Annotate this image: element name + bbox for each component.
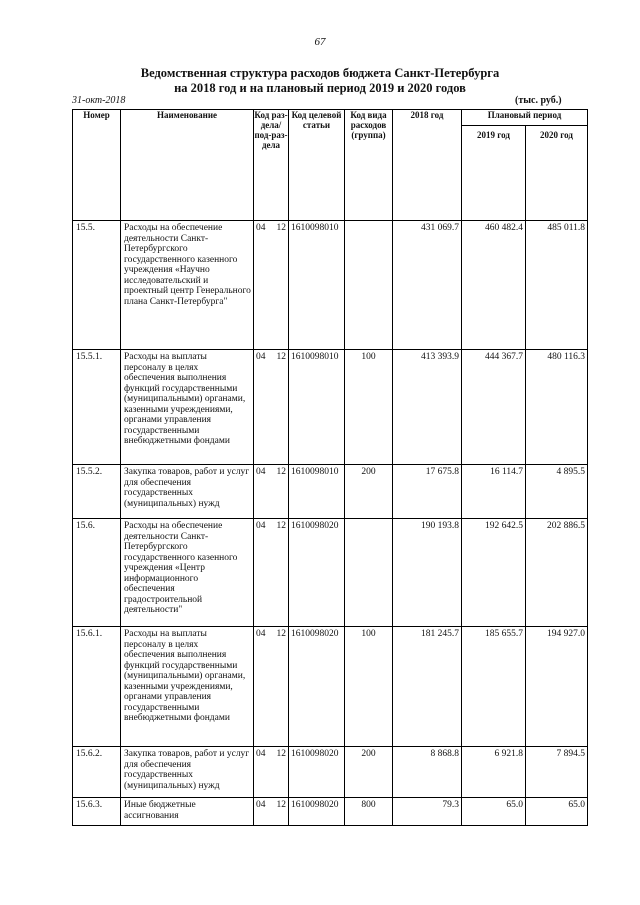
row-section <box>254 627 289 747</box>
row-expense-type: 200 <box>345 747 393 798</box>
header-article: Код целевой статьи <box>289 110 345 221</box>
table-row <box>73 627 588 747</box>
row-name: Расходы на обеспечение деятельности Санкт-Петербургского государственного казенного учреждения «Научно исследовательский и проектный центр Генерального плана Санкт-Петербурга" <box>121 221 254 350</box>
row-subsection-code: 12 <box>276 749 286 759</box>
row-section <box>254 519 289 627</box>
row-article: 1610098020 <box>289 747 345 798</box>
row-amount-2018: 17 675.8 <box>393 465 462 519</box>
row-amount-2020: 4 895.5 <box>526 465 588 519</box>
header-name: Наименование <box>121 110 254 221</box>
header-2018: 2018 год <box>393 110 462 221</box>
row-section <box>254 465 289 519</box>
row-section-code: 04 <box>256 629 266 639</box>
row-amount-2019: 444 367.7 <box>462 350 526 465</box>
units-label: (тыс. руб.) <box>515 95 562 106</box>
row-number: 15.6.2. <box>73 747 121 798</box>
row-article: 1610098020 <box>289 519 345 627</box>
row-name: Расходы на выплаты персоналу в целях обеспечения выполнения функций государственными (муниципальными) органами, казенными учреждениями, органами управления государственными внебюджетными фондами <box>121 350 254 465</box>
row-amount-2020: 7 894.5 <box>526 747 588 798</box>
budget-table <box>72 109 588 826</box>
header-section: Код раз-дела/ под-раз-дела <box>254 110 289 221</box>
table-row <box>73 221 588 350</box>
row-amount-2020: 485 011.8 <box>526 221 588 350</box>
row-article: 1610098010 <box>289 465 345 519</box>
row-amount-2020: 480 116.3 <box>526 350 588 465</box>
row-name: Иные бюджетные ассигнования <box>121 798 254 826</box>
document-title <box>0 66 640 96</box>
row-section-code: 04 <box>256 521 266 531</box>
page-number: 67 <box>314 36 326 48</box>
row-amount-2020: 202 886.5 <box>526 519 588 627</box>
row-article: 1610098010 <box>289 221 345 350</box>
row-subsection-code: 12 <box>276 629 286 639</box>
header-number: Номер <box>73 110 121 221</box>
row-amount-2020: 194 927.0 <box>526 627 588 747</box>
row-section <box>254 221 289 350</box>
row-section-code: 04 <box>256 223 266 233</box>
row-number: 15.5.1. <box>73 350 121 465</box>
row-name: Расходы на обеспечение деятельности Санкт-Петербургского государственного казенного учреждения «Центр информационного обеспечения градостроительной деятельности" <box>121 519 254 627</box>
row-expense-type: 100 <box>345 350 393 465</box>
row-section <box>254 350 289 465</box>
row-amount-2019: 185 655.7 <box>462 627 526 747</box>
table-body <box>73 221 588 826</box>
row-section <box>254 747 289 798</box>
row-name: Расходы на выплаты персоналу в целях обеспечения выполнения функций государственными (муниципальными) органами, казенными учреждениями, органами управления государственными внебюджетными фондами <box>121 627 254 747</box>
row-amount-2019: 6 921.8 <box>462 747 526 798</box>
row-amount-2019: 16 114.7 <box>462 465 526 519</box>
row-number: 15.5. <box>73 221 121 350</box>
table-row <box>73 350 588 465</box>
row-section <box>254 798 289 826</box>
row-expense-type: 800 <box>345 798 393 826</box>
row-expense-type: 200 <box>345 465 393 519</box>
title-line-2: на 2018 год и на плановый период 2019 и 2020 годов <box>174 81 466 95</box>
table-row <box>73 465 588 519</box>
row-number: 15.6. <box>73 519 121 627</box>
header-2020: 2020 год <box>526 126 588 221</box>
table-row <box>73 747 588 798</box>
row-article: 1610098010 <box>289 350 345 465</box>
row-amount-2018: 413 393.9 <box>393 350 462 465</box>
row-subsection-code: 12 <box>276 467 286 477</box>
row-amount-2019: 460 482.4 <box>462 221 526 350</box>
row-article: 1610098020 <box>289 798 345 826</box>
row-number: 15.6.3. <box>73 798 121 826</box>
row-subsection-code: 12 <box>276 521 286 531</box>
row-amount-2018: 431 069.7 <box>393 221 462 350</box>
row-expense-type <box>345 519 393 627</box>
row-expense-type: 100 <box>345 627 393 747</box>
row-amount-2018: 8 868.8 <box>393 747 462 798</box>
table-header <box>73 110 588 221</box>
row-amount-2019: 192 642.5 <box>462 519 526 627</box>
row-amount-2018: 181 245.7 <box>393 627 462 747</box>
row-section-code: 04 <box>256 352 266 362</box>
row-section-code: 04 <box>256 800 266 810</box>
document-date: 31-окт-2018 <box>72 95 126 106</box>
row-article: 1610098020 <box>289 627 345 747</box>
header-expense-type: Код вида расходов (группа) <box>345 110 393 221</box>
row-name: Закупка товаров, работ и услуг для обеспечения государственных (муниципальных) нужд <box>121 747 254 798</box>
row-subsection-code: 12 <box>276 800 286 810</box>
row-section-code: 04 <box>256 467 266 477</box>
row-amount-2019: 65.0 <box>462 798 526 826</box>
header-planned-period: Плановый период <box>462 110 588 126</box>
row-amount-2020: 65.0 <box>526 798 588 826</box>
table-row <box>73 798 588 826</box>
row-amount-2018: 190 193.8 <box>393 519 462 627</box>
title-line-1: Ведомственная структура расходов бюджета Санкт-Петербурга <box>140 66 500 80</box>
row-subsection-code: 12 <box>276 352 286 362</box>
row-number: 15.5.2. <box>73 465 121 519</box>
row-subsection-code: 12 <box>276 223 286 233</box>
row-number: 15.6.1. <box>73 627 121 747</box>
row-section-code: 04 <box>256 749 266 759</box>
table-row <box>73 519 588 627</box>
row-expense-type <box>345 221 393 350</box>
header-2019: 2019 год <box>462 126 526 221</box>
row-name: Закупка товаров, работ и услуг для обеспечения государственных (муниципальных) нужд <box>121 465 254 519</box>
row-amount-2018: 79.3 <box>393 798 462 826</box>
